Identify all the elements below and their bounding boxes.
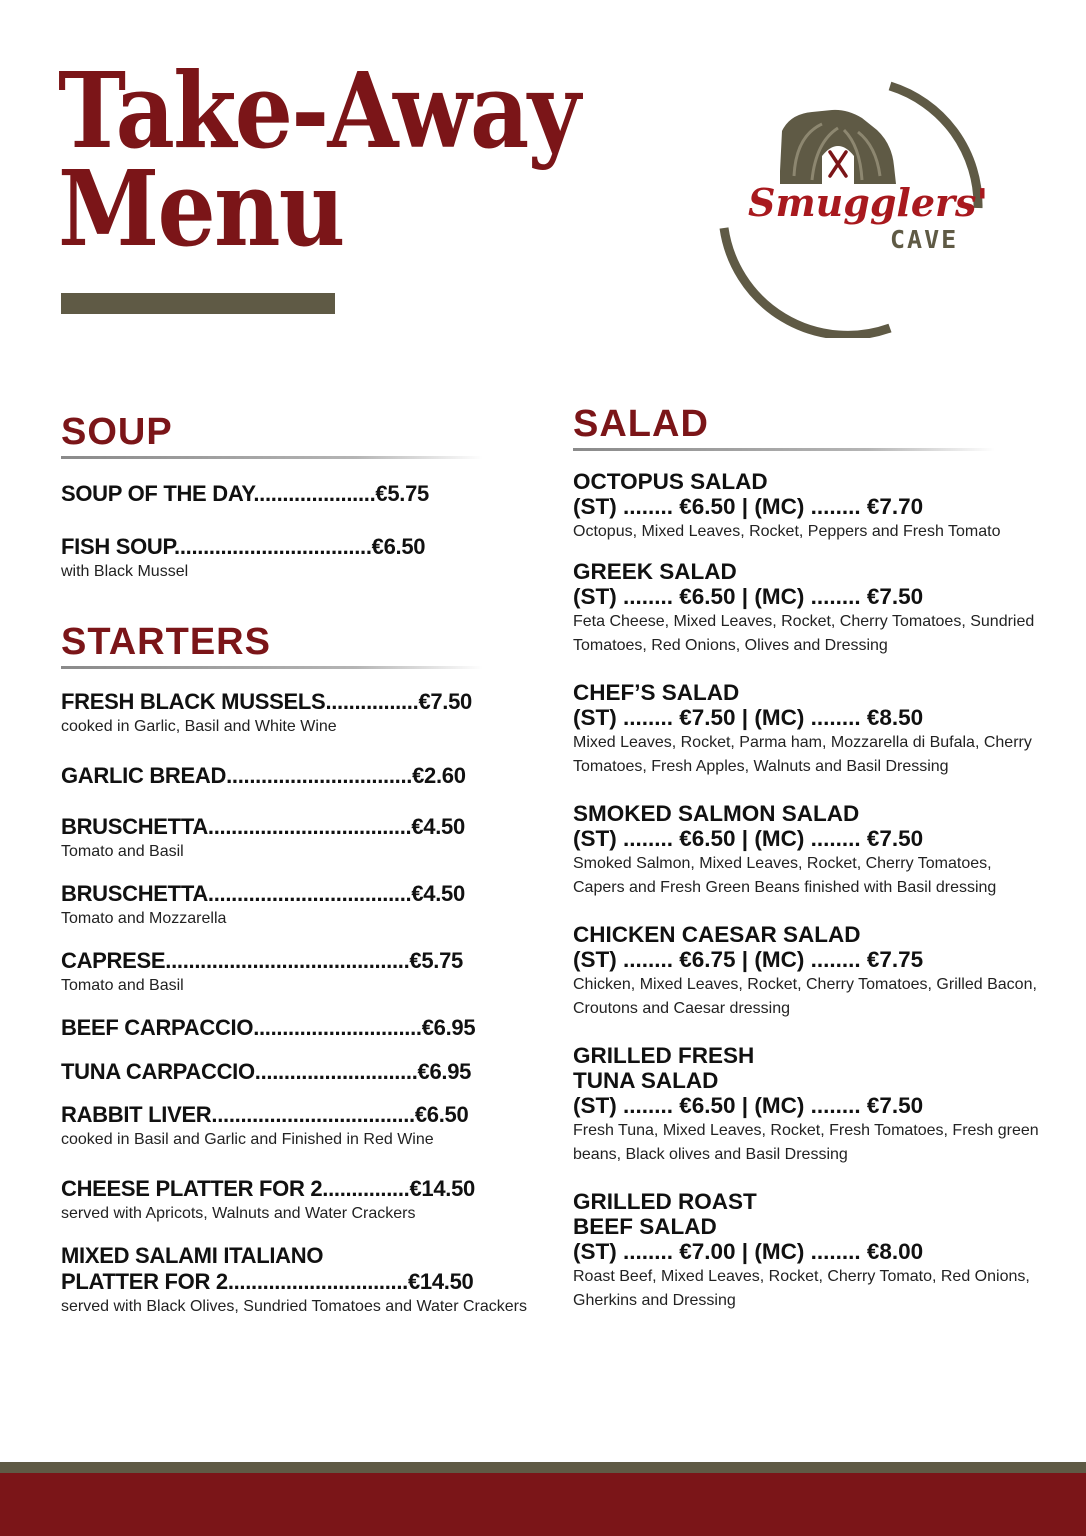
item-dots: ..................... <box>253 481 376 506</box>
salad-name: CHICKEN CAESAR SALAD <box>573 922 861 947</box>
item-dots: ............................... <box>227 1269 408 1294</box>
item-name: GARLIC BREAD <box>61 763 227 788</box>
salad-description: Fresh Tuna, Mixed Leaves, Rocket, Fresh Tomatoes, Fresh green beans, Black olives and Basil Dressing <box>573 1122 1039 1163</box>
item-price: €2.60 <box>412 763 466 788</box>
item-name: RABBIT LIVER <box>61 1102 212 1127</box>
footer-red-band <box>0 1473 1086 1536</box>
menu-item-garlic-bread <box>61 763 531 789</box>
item-dots: ................................ <box>226 763 413 788</box>
logo-name: Smugglers' <box>748 180 989 225</box>
salad-name: GREEK SALAD <box>573 559 737 584</box>
item-price: €7.50 <box>418 689 472 714</box>
salad-item-smoked-salmon <box>573 801 1043 900</box>
item-price: €14.50 <box>409 1176 475 1201</box>
salad-name-line-2: TUNA SALAD <box>573 1068 719 1093</box>
item-price: €14.50 <box>408 1269 474 1294</box>
menu-item-tuna-carpaccio <box>61 1059 531 1085</box>
item-name: CAPRESE <box>61 948 166 973</box>
item-name: TUNA CARPACCIO <box>61 1059 255 1084</box>
menu-item-beef-carpaccio <box>61 1015 531 1041</box>
item-dots: .................................. <box>174 534 372 559</box>
salad-item-grilled-tuna <box>573 1043 1043 1167</box>
salad-description: Roast Beef, Mixed Leaves, Rocket, Cherry Tomato, Red Onions, Gherkins and Dressing <box>573 1268 1030 1309</box>
item-price: €4.50 <box>411 814 465 839</box>
item-name-line-1: MIXED SALAMI ITALIANO <box>61 1243 324 1268</box>
item-price: €6.95 <box>421 1015 476 1040</box>
salad-prices: (ST) ........ €7.50 | (MC) ........ €8.50 <box>573 705 924 730</box>
item-name: PLATTER FOR 2 <box>61 1269 228 1294</box>
item-dots: ................................... <box>211 1102 415 1127</box>
salad-item-greek <box>573 559 1043 658</box>
smugglers-cave-logo <box>712 76 1002 338</box>
salad-name: SMOKED SALMON SALAD <box>573 801 860 826</box>
salad-description: Octopus, Mixed Leaves, Rocket, Peppers and Fresh Tomato <box>573 523 1001 540</box>
item-description: served with Black Olives, Sundried Tomatoes and Water Crackers <box>61 1298 527 1315</box>
menu-item-bruschetta-mozzarella <box>61 881 531 931</box>
item-dots: .......................................... <box>165 948 410 973</box>
item-name: BRUSCHETTA <box>61 881 208 906</box>
page-title <box>58 49 580 270</box>
item-dots: ................................... <box>207 881 412 906</box>
salad-divider <box>573 448 995 451</box>
menu-item-cheese-platter <box>61 1176 531 1226</box>
menu-item-rabbit-liver <box>61 1102 531 1152</box>
footer-olive-stripe <box>0 1462 1086 1473</box>
item-name: CHEESE PLATTER FOR 2 <box>61 1176 323 1201</box>
title-underline-bar <box>61 293 335 314</box>
item-price: €6.50 <box>371 534 426 559</box>
item-description: Tomato and Basil <box>61 977 184 994</box>
salad-name-line-1: GRILLED ROAST <box>573 1189 757 1214</box>
salad-prices: (ST) ........ €6.50 | (MC) ........ €7.50 <box>573 584 924 609</box>
salad-description: Feta Cheese, Mixed Leaves, Rocket, Cherry Tomatoes, Sundried Tomatoes, Red Onions, Olives and Dressing <box>573 613 1035 654</box>
item-dots: ................................... <box>207 814 412 839</box>
item-description: with Black Mussel <box>61 563 189 580</box>
salad-prices: (ST) ........ €6.50 | (MC) ........ €7.50 <box>573 1093 924 1118</box>
salad-prices: (ST) ........ €6.50 | (MC) ........ €7.70 <box>573 494 924 519</box>
item-name: FISH SOUP <box>61 534 175 559</box>
left-column <box>61 410 531 1319</box>
item-price: €5.75 <box>375 481 429 506</box>
salad-description: Smoked Salmon, Mixed Leaves, Rocket, Cherry Tomatoes, Capers and Fresh Green Beans finished with Basil dressing <box>573 855 997 896</box>
salad-item-chicken-caesar <box>573 922 1043 1021</box>
item-dots: ............................ <box>254 1059 418 1084</box>
item-description: served with Apricots, Walnuts and Water Crackers <box>61 1205 416 1222</box>
menu-item-bruschetta-basil <box>61 814 531 864</box>
salad-name: OCTOPUS SALAD <box>573 469 768 494</box>
item-dots: ................ <box>325 689 419 714</box>
salad-description: Chicken, Mixed Leaves, Rocket, Cherry Tomatoes, Grilled Bacon, Croutons and Caesar dressing <box>573 976 1037 1017</box>
item-dots: ............................. <box>253 1015 422 1040</box>
item-price: €4.50 <box>411 881 465 906</box>
item-description: Tomato and Mozzarella <box>61 910 227 927</box>
menu-item-soup-of-the-day <box>61 481 531 507</box>
menu-item-mixed-salami <box>61 1243 531 1319</box>
salad-item-roast-beef <box>573 1189 1043 1313</box>
starters-divider <box>61 666 483 669</box>
item-description: cooked in Garlic, Basil and White Wine <box>61 718 337 735</box>
salad-prices: (ST) ........ €7.00 | (MC) ........ €8.00 <box>573 1239 924 1264</box>
starters-heading: STARTERS <box>61 621 271 663</box>
item-name: BRUSCHETTA <box>61 814 208 839</box>
item-description: cooked in Basil and Garlic and Finished in Red Wine <box>61 1131 434 1148</box>
item-price: €5.75 <box>409 948 463 973</box>
salad-prices: (ST) ........ €6.75 | (MC) ........ €7.75 <box>573 947 924 972</box>
salad-description: Mixed Leaves, Rocket, Parma ham, Mozzarella di Bufala, Cherry Tomatoes, Fresh Apples, Walnuts and Basil Dressing <box>573 734 1032 775</box>
soup-heading: SOUP <box>61 411 173 453</box>
item-dots: ............... <box>322 1176 410 1201</box>
salad-heading: SALAD <box>573 403 709 445</box>
menu-item-fresh-black-mussels <box>61 689 531 739</box>
salad-name-line-1: GRILLED FRESH <box>573 1043 755 1068</box>
title-line-2: Menu <box>58 147 344 270</box>
item-price: €6.50 <box>414 1102 469 1127</box>
right-column <box>573 402 1043 1313</box>
item-price: €6.95 <box>417 1059 472 1084</box>
soup-divider <box>61 456 483 459</box>
menu-item-fish-soup <box>61 534 531 584</box>
item-name: BEEF CARPACCIO <box>61 1015 254 1040</box>
cave-rock-icon <box>780 110 896 184</box>
title-line-1: Take-Away <box>58 49 580 172</box>
salad-item-chefs <box>573 680 1043 779</box>
logo-ring-bottom-arc <box>724 228 890 335</box>
item-description: Tomato and Basil <box>61 843 184 860</box>
item-name: FRESH BLACK MUSSELS <box>61 689 326 714</box>
salad-name-line-2: BEEF SALAD <box>573 1214 717 1239</box>
salad-item-octopus <box>573 469 1043 544</box>
item-name: SOUP OF THE DAY <box>61 481 254 506</box>
logo-sub: CAVE <box>890 225 959 254</box>
menu-item-caprese <box>61 948 531 998</box>
salad-prices: (ST) ........ €6.50 | (MC) ........ €7.50 <box>573 826 924 851</box>
salad-name: CHEF’S SALAD <box>573 680 740 705</box>
